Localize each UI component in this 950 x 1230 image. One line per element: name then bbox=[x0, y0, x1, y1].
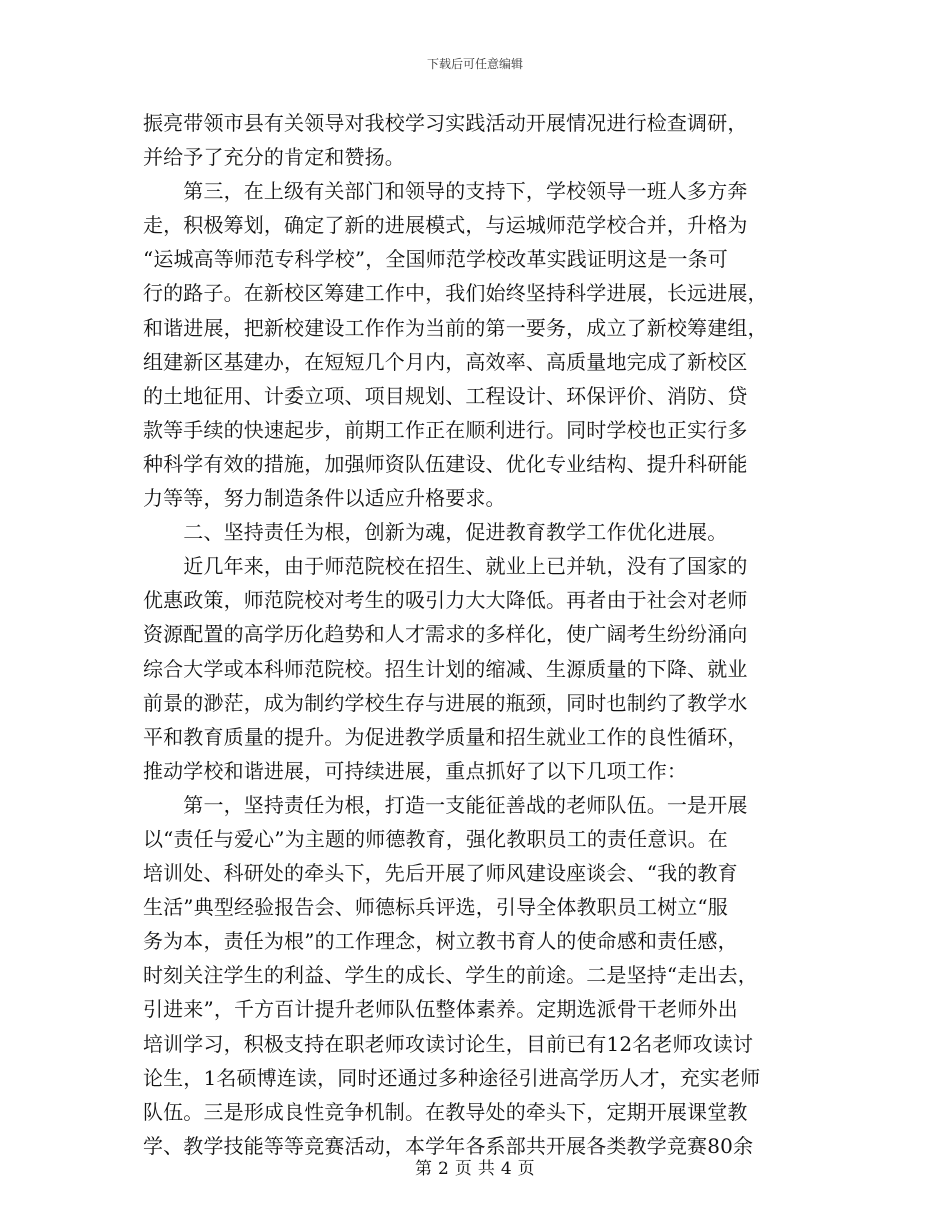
text-line: 推动学校和谐进展，可持续进展，重点抓好了以下几项工作： bbox=[143, 758, 688, 783]
text-line: 引进来”，千方百计提升老师队伍整体素养。定期选派骨干老师外出 bbox=[143, 997, 738, 1022]
text-line: 组建新区基建办，在短短几个月内，高效率、高质量地完成了新校区 bbox=[143, 349, 748, 374]
text-line: “运城高等师范专科学校”，全国师范学校改革实践证明这是一条可 bbox=[143, 247, 728, 272]
text-line: 前景的渺茫，成为制约学校生存与进展的瓶颈，同时也制约了教学水 bbox=[143, 690, 748, 715]
text-line: 务为本，责任为根”的工作理念，树立教书育人的使命感和责任感， bbox=[143, 929, 738, 954]
text-line: 论生，1名硕博连读，同时还通过多种途径引进高学历人才，充实老师 bbox=[143, 1065, 761, 1090]
text-line: 款等手续的快速起步，前期工作正在顺利进行。同时学校也正实行多 bbox=[143, 417, 748, 442]
text-line: 培训学习，积极支持在职老师攻读讨论生，目前已有12名老师攻读讨 bbox=[143, 1031, 754, 1056]
text-line: 并给予了充分的肯定和赞扬。 bbox=[143, 145, 405, 170]
text-line: 培训处、科研处的牵头下，先后开展了师风建设座谈会、“我的教育 bbox=[143, 861, 738, 886]
text-line: 综合大学或本科师范院校。招生计划的缩减、生源质量的下降、就业 bbox=[143, 656, 748, 681]
text-line: 行的路子。在新校区筹建工作中，我们始终坚持科学进展，长远进展， bbox=[143, 281, 768, 306]
text-line: 以“责任与爱心”为主题的师德教育，强化教职员工的责任意识。在 bbox=[143, 826, 728, 851]
header-note: 下载后可任意编辑 bbox=[426, 57, 523, 71]
text-line: 力等等，努力制造条件以适应升格要求。 bbox=[143, 486, 506, 511]
text-line: 种科学有效的措施，加强师资队伍建设、优化专业结构、提升科研能 bbox=[143, 451, 748, 476]
text-line: 优惠政策，师范院校对考生的吸引力大大降低。再者由于社会对老师 bbox=[143, 588, 748, 613]
body-text bbox=[143, 106, 813, 1163]
page-footer: 第 2 页 共 4 页 bbox=[415, 1159, 535, 1179]
text-line: 走，积极筹划，确定了新的进展模式，与运城师范学校合并，升格为 bbox=[143, 213, 748, 238]
text-line: 生活”典型经验报告会、师德标兵评选，引导全体教职员工树立“服 bbox=[143, 895, 728, 920]
text-line: 时刻关注学生的利益、学生的成长、学生的前途。二是坚持“走出去， bbox=[143, 963, 758, 988]
text-line: 资源配置的高学历化趋势和人才需求的多样化，使广阔考生纷纷涌向 bbox=[143, 622, 748, 647]
text-line: 平和教育质量的提升。为促进教学质量和招生就业工作的良性循环， bbox=[143, 724, 748, 749]
text-line: 第一，坚持责任为根，打造一支能征善战的老师队伍。一是开展 bbox=[143, 792, 748, 817]
text-line: 和谐进展，把新校建设工作作为当前的第一要务，成立了新校筹建组， bbox=[143, 315, 768, 340]
text-line: 队伍。三是形成良性竞争机制。在教导处的牵头下，定期开展课堂教 bbox=[143, 1099, 748, 1124]
text-line: 近几年来，由于师范院校在招生、就业上已并轨，没有了国家的 bbox=[143, 554, 748, 579]
section-heading: 二、坚持责任为根，创新为魂，促进教育教学工作优化进展。 bbox=[143, 520, 728, 545]
text-line: 的土地征用、计委立项、项目规划、工程设计、环保评价、消防、贷 bbox=[143, 383, 748, 408]
text-line: 第三，在上级有关部门和领导的支持下，学校领导一班人多方奔 bbox=[143, 179, 748, 204]
text-line: 振亮带领市县有关领导对我校学习实践活动开展情况进行检查调研， bbox=[143, 111, 748, 135]
text-line: 学、教学技能等等竞赛活动，本学年各系部共开展各类教学竞赛80余 bbox=[143, 1133, 754, 1158]
